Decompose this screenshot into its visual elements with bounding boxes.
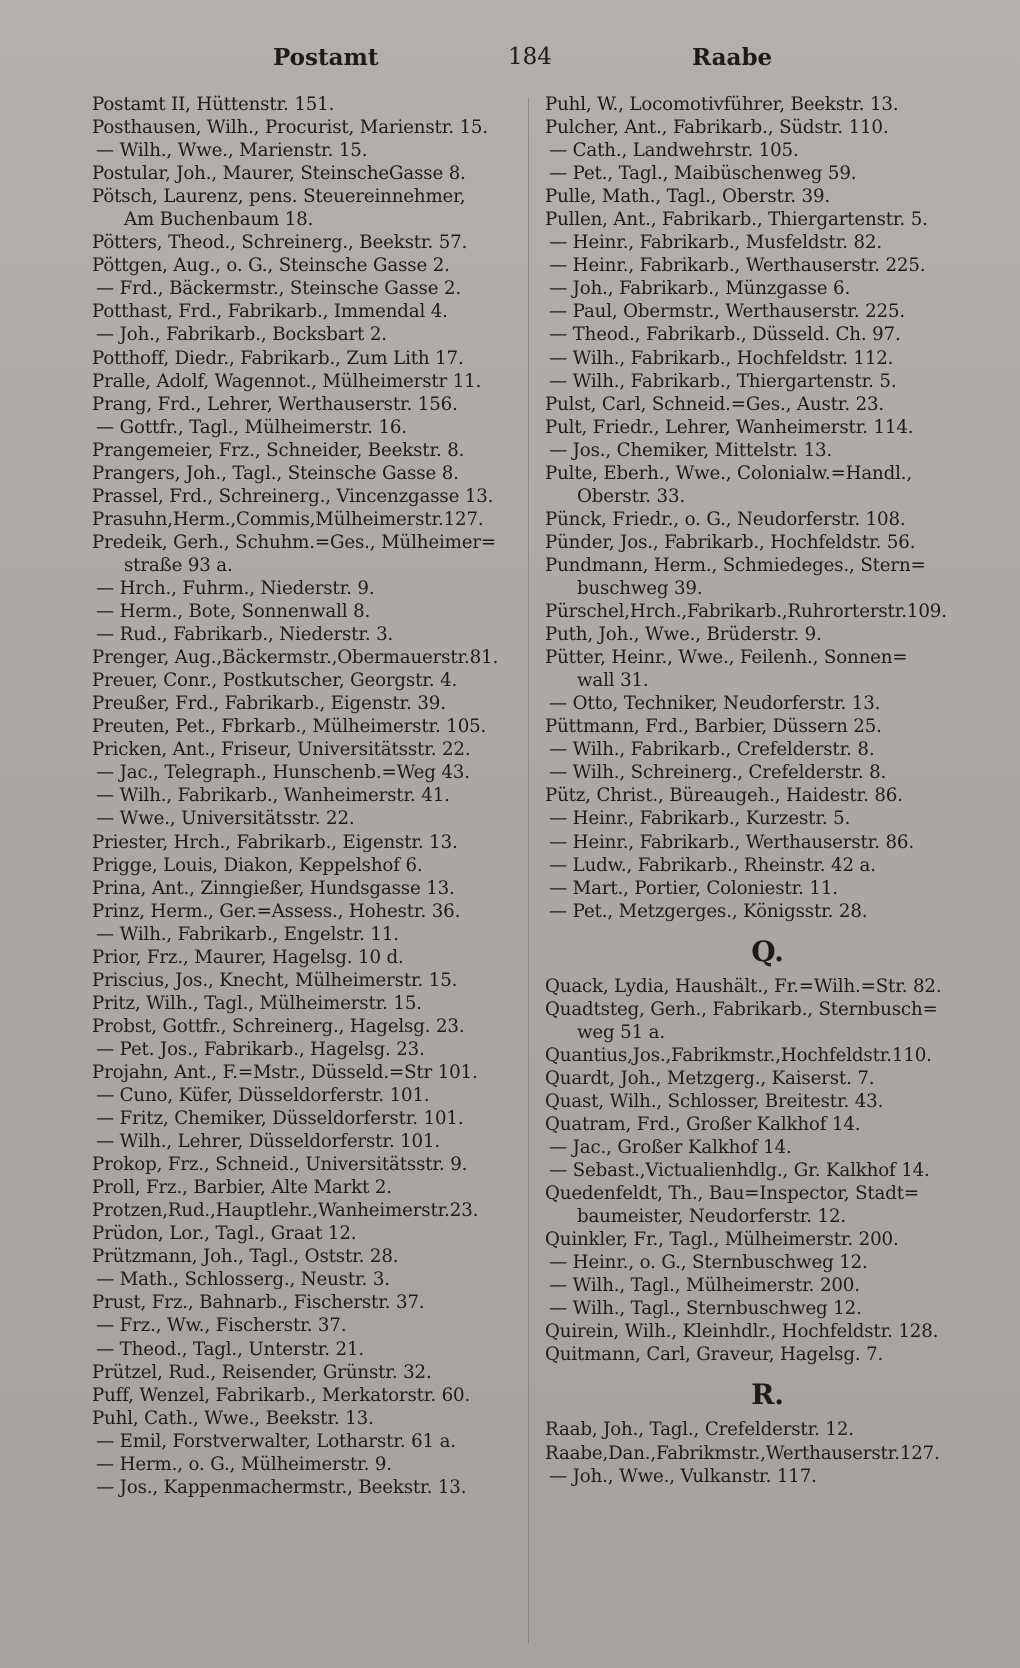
directory-entry: Prüdon, Lor., Tagl., Graat 12. bbox=[92, 1223, 357, 1245]
directory-entry: — Wilh., Wwe., Marienstr. 15. bbox=[96, 140, 368, 162]
directory-entry: — Joh., Wwe., Vulkanstr. 117. bbox=[549, 1465, 817, 1487]
directory-entry: Prang, Frd., Lehrer, Werthauserstr. 156. bbox=[92, 393, 458, 415]
page-number: 184 bbox=[508, 44, 552, 70]
directory-entry: — Hrch., Fuhrm., Niederstr. 9. bbox=[96, 577, 375, 599]
directory-entry: — Fritz, Chemiker, Düsseldorferstr. 101. bbox=[96, 1108, 464, 1130]
directory-entry: — Wwe., Universitätsstr. 22. bbox=[96, 808, 355, 830]
directory-entry: Pralle, Adolf, Wagennot., Mülheimerstr 11. bbox=[92, 370, 482, 392]
directory-entry: Pötters, Theod., Schreinerg., Beekstr. 57. bbox=[92, 232, 468, 254]
directory-entry: — Heinr., Fabrikarb., Werthauserstr. 86. bbox=[549, 831, 914, 853]
directory-entry: — Wilh., Fabrikarb., Thiergartenstr. 5. bbox=[549, 370, 897, 392]
directory-entry: Pütz, Christ., Büreaugeh., Haidestr. 86. bbox=[545, 785, 903, 807]
directory-entry: Prust, Frz., Bahnarb., Fischerstr. 37. bbox=[92, 1292, 425, 1314]
header-right-keyword: Raabe bbox=[692, 44, 773, 71]
directory-entry: Prützel, Rud., Reisender, Grünstr. 32. bbox=[92, 1361, 432, 1383]
directory-entry: Priscius, Jos., Knecht, Mülheimerstr. 15. bbox=[92, 969, 458, 991]
section-letter: Q. bbox=[751, 934, 784, 968]
directory-entry: Prützmann, Joh., Tagl., Oststr. 28. bbox=[92, 1246, 399, 1268]
directory-entry: — Pet., Tagl., Maibüschenweg 59. bbox=[549, 163, 857, 185]
directory-entry: Probst, Gottfr., Schreinerg., Hagelsg. 23. bbox=[92, 1015, 465, 1037]
directory-entry: Puff, Wenzel, Fabrikarb., Merkatorstr. 60. bbox=[92, 1384, 471, 1406]
directory-entry: Prassel, Frd., Schreinerg., Vincenzgasse 13. bbox=[92, 485, 494, 507]
directory-entry: — Paul, Obermstr., Werthauserstr. 225. bbox=[549, 301, 905, 323]
directory-entry: Potthast, Frd., Fabrikarb., Immendal 4. bbox=[92, 301, 448, 323]
directory-entry: Quantius,Jos.,Fabrikmstr.,Hochfeldstr.110. bbox=[545, 1044, 932, 1066]
directory-entry: — Heinr., Fabrikarb., Werthauserstr. 225. bbox=[549, 255, 926, 277]
directory-entry: Quatram, Frd., Großer Kalkhof 14. bbox=[545, 1113, 861, 1135]
directory-entry: — Frd., Bäckermstr., Steinsche Gasse 2. bbox=[96, 278, 461, 300]
left-column bbox=[92, 93, 522, 1499]
directory-entry: Posthausen, Wilh., Procurist, Marienstr. 15. bbox=[92, 117, 488, 139]
directory-entry: Quardt, Joh., Metzgerg., Kaiserst. 7. bbox=[545, 1067, 875, 1089]
directory-entry: Prior, Frz., Maurer, Hagelsg. 10 d. bbox=[92, 946, 404, 968]
directory-entry: Prokop, Frz., Schneid., Universitätsstr. 9. bbox=[92, 1154, 468, 1176]
directory-entry: Protzen,Rud.,Hauptlehr.,Wanheimerstr.23. bbox=[92, 1200, 479, 1222]
directory-entry: — Otto, Techniker, Neudorferstr. 13. bbox=[549, 693, 881, 715]
directory-entry: Quirein, Wilh., Kleinhdlr., Hochfeldstr. 128. bbox=[545, 1321, 939, 1343]
directory-entry: Püttmann, Frd., Barbier, Düssern 25. bbox=[545, 716, 882, 738]
directory-entry: — Math., Schlosserg., Neustr. 3. bbox=[96, 1269, 390, 1291]
directory-entry: Prenger, Aug.,Bäckermstr.,Obermauerstr.81. bbox=[92, 647, 499, 669]
directory-entry: Prina, Ant., Zinngießer, Hundsgasse 13. bbox=[92, 877, 455, 899]
directory-entry: Pötsch, Laurenz, pens. Steuereinnehmer, bbox=[92, 186, 466, 208]
directory-entry: Quedenfeldt, Th., Bau=Inspector, Stadt= bbox=[545, 1183, 919, 1205]
directory-entry: — Pet. Jos., Fabrikarb., Hagelsg. 23. bbox=[96, 1038, 425, 1060]
directory-entry: — Mart., Portier, Coloniestr. 11. bbox=[549, 877, 838, 899]
directory-entry: Prinz, Herm., Ger.=Assess., Hohestr. 36. bbox=[92, 900, 461, 922]
directory-entry: Puth, Joh., Wwe., Brüderstr. 9. bbox=[545, 624, 822, 646]
directory-entry: — Wilh., Lehrer, Düsseldorferstr. 101. bbox=[96, 1131, 441, 1153]
directory-entry: Prigge, Louis, Diakon, Keppelshof 6. bbox=[92, 854, 423, 876]
entry-continuation: Am Buchenbaum 18. bbox=[124, 209, 314, 231]
directory-entry: — Theod., Fabrikarb., Düsseld. Ch. 97. bbox=[549, 324, 901, 346]
directory-entry: — Wilh., Fabrikarb., Hochfeldstr. 112. bbox=[549, 347, 894, 369]
header-left-keyword: Postamt bbox=[273, 44, 379, 71]
directory-entry: — Cuno, Küfer, Düsseldorferstr. 101. bbox=[96, 1085, 430, 1107]
directory-entry: Pünck, Friedr., o. G., Neudorferstr. 108. bbox=[545, 508, 906, 530]
directory-entry: Raabe,Dan.,Fabrikmstr.,Werthauserstr.127. bbox=[545, 1442, 940, 1464]
directory-entry: — Frz., Ww., Fischerstr. 37. bbox=[96, 1315, 347, 1337]
directory-entry: — Cath., Landwehrstr. 105. bbox=[549, 140, 799, 162]
directory-entry: Preußer, Frd., Fabrikarb., Eigenstr. 39. bbox=[92, 693, 446, 715]
section-letter: R. bbox=[751, 1378, 784, 1412]
directory-entry: Prangers, Joh., Tagl., Steinsche Gasse 8. bbox=[92, 462, 459, 484]
directory-entry: Postamt II, Hüttenstr. 151. bbox=[92, 94, 335, 115]
directory-entry: Pöttgen, Aug., o. G., Steinsche Gasse 2. bbox=[92, 255, 450, 277]
directory-entry: — Joh., Fabrikarb., Bocksbart 2. bbox=[96, 324, 387, 346]
directory-entry: — Wilh., Fabrikarb., Engelstr. 11. bbox=[96, 923, 399, 945]
directory-entry: — Joh., Fabrikarb., Münzgasse 6. bbox=[549, 278, 851, 300]
directory-entry: Proll, Frz., Barbier, Alte Markt 2. bbox=[92, 1177, 392, 1199]
directory-entry: — Jos., Chemiker, Mittelstr. 13. bbox=[549, 439, 833, 461]
directory-entry: Quitmann, Carl, Graveur, Hagelsg. 7. bbox=[545, 1344, 884, 1366]
directory-entry: — Wilh., Tagl., Sternbuschweg 12. bbox=[549, 1298, 862, 1320]
directory-entry: Projahn, Ant., F.=Mstr., Düsseld.=Str 101. bbox=[92, 1061, 478, 1083]
directory-entry: Raab, Joh., Tagl., Crefelderstr. 12. bbox=[545, 1419, 854, 1441]
directory-entry: Pundmann, Herm., Schmiedeges., Stern= bbox=[545, 554, 926, 576]
directory-entry: Pürschel,Hrch.,Fabrikarb.,Ruhrorterstr.109. bbox=[545, 601, 947, 623]
directory-entry: — Gottfr., Tagl., Mülheimerstr. 16. bbox=[96, 416, 407, 438]
directory-entry: — Wilh., Tagl., Mülheimerstr. 200. bbox=[549, 1275, 860, 1297]
directory-entry: Puhl, W., Locomotivführer, Beekstr. 13. bbox=[545, 94, 899, 115]
directory-entry: Potthoff, Diedr., Fabrikarb., Zum Lith 17. bbox=[92, 347, 464, 369]
directory-entry: Pritz, Wilh., Tagl., Mülheimerstr. 15. bbox=[92, 992, 422, 1014]
directory-entry: — Wilh., Fabrikarb., Wanheimerstr. 41. bbox=[96, 785, 450, 807]
directory-entry: Pulte, Eberh., Wwe., Colonialw.=Handl., bbox=[545, 462, 913, 484]
directory-entry: Postular, Joh., Maurer, SteinscheGasse 8. bbox=[92, 163, 466, 185]
entry-continuation: Oberstr. 33. bbox=[577, 485, 686, 507]
directory-entry: — Jac., Großer Kalkhof 14. bbox=[549, 1137, 792, 1159]
directory-entry: — Heinr., Fabrikarb., Musfeldstr. 82. bbox=[549, 232, 882, 254]
directory-entry: Quadtsteg, Gerh., Fabrikarb., Sternbusch= bbox=[545, 998, 938, 1020]
directory-entry: Pullen, Ant., Fabrikarb., Thiergartenstr. 5. bbox=[545, 209, 928, 231]
directory-entry: Prangemeier, Frz., Schneider, Beekstr. 8. bbox=[92, 439, 465, 461]
directory-entry: — Sebast.,Victualienhdlg., Gr. Kalkhof 14. bbox=[549, 1160, 930, 1182]
directory-entry: — Wilh., Schreinerg., Crefelderstr. 8. bbox=[549, 762, 887, 784]
directory-entry: Preuten, Pet., Fbrkarb., Mülheimerstr. 105. bbox=[92, 716, 487, 738]
directory-entry: — Herm., Bote, Sonnenwall 8. bbox=[96, 601, 371, 623]
directory-entry: Pulcher, Ant., Fabrikarb., Südstr. 110. bbox=[545, 117, 889, 139]
directory-entry: — Heinr., Fabrikarb., Kurzestr. 5. bbox=[549, 808, 851, 830]
entry-continuation: buschweg 39. bbox=[577, 577, 703, 599]
directory-entry: — Pet., Metzgerges., Königsstr. 28. bbox=[549, 900, 868, 922]
directory-entry: Pünder, Jos., Fabrikarb., Hochfeldstr. 56. bbox=[545, 531, 916, 553]
directory-entry: — Jac., Telegraph., Hunschenb.=Weg 43. bbox=[96, 762, 470, 784]
directory-entry: — Herm., o. G., Mülheimerstr. 9. bbox=[96, 1453, 392, 1475]
directory-entry: Preuer, Conr., Postkutscher, Georgstr. 4. bbox=[92, 670, 458, 692]
directory-entry: Priester, Hrch., Fabrikarb., Eigenstr. 13. bbox=[92, 831, 458, 853]
directory-entry: Pult, Friedr., Lehrer, Wanheimerstr. 114. bbox=[545, 416, 914, 438]
directory-entry: Quinkler, Fr., Tagl., Mülheimerstr. 200. bbox=[545, 1229, 899, 1251]
entry-continuation: wall 31. bbox=[577, 670, 649, 692]
directory-entry: Pricken, Ant., Friseur, Universitätsstr. 22. bbox=[92, 739, 471, 761]
directory-entry: Quack, Lydia, Haushält., Fr.=Wilh.=Str. 82. bbox=[545, 975, 942, 997]
entry-continuation: weg 51 a. bbox=[577, 1021, 665, 1043]
directory-entry: — Emil, Forstverwalter, Lotharstr. 61 a. bbox=[96, 1430, 456, 1452]
directory-entry: Pulle, Math., Tagl., Oberstr. 39. bbox=[545, 186, 830, 208]
directory-entry: Predeik, Gerh., Schuhm.=Ges., Mülheimer= bbox=[92, 531, 496, 553]
directory-entry: — Ludw., Fabrikarb., Rheinstr. 42 a. bbox=[549, 854, 876, 876]
directory-entry: Prasuhn,Herm.,Commis,Mülheimerstr.127. bbox=[92, 508, 484, 530]
directory-entry: Puhl, Cath., Wwe., Beekstr. 13. bbox=[92, 1407, 374, 1429]
directory-entry: Quast, Wilh., Schlosser, Breitestr. 43. bbox=[545, 1090, 884, 1112]
directory-entry: — Jos., Kappenmachermstr., Beekstr. 13. bbox=[96, 1476, 467, 1498]
directory-entry: Pütter, Heinr., Wwe., Feilenh., Sonnen= bbox=[545, 647, 908, 669]
entry-continuation: straße 93 a. bbox=[124, 554, 233, 576]
directory-entry: Pulst, Carl, Schneid.=Ges., Austr. 23. bbox=[545, 393, 885, 415]
right-column bbox=[545, 93, 990, 1488]
directory-entry: — Rud., Fabrikarb., Niederstr. 3. bbox=[96, 624, 394, 646]
entry-continuation: baumeister, Neudorferstr. 12. bbox=[577, 1206, 847, 1228]
directory-entry: — Heinr., o. G., Sternbuschweg 12. bbox=[549, 1252, 868, 1274]
directory-entry: — Wilh., Fabrikarb., Crefelderstr. 8. bbox=[549, 739, 875, 761]
column-divider bbox=[528, 98, 529, 1643]
page-header bbox=[92, 40, 997, 76]
directory-entry: — Theod., Tagl., Unterstr. 21. bbox=[96, 1338, 365, 1360]
